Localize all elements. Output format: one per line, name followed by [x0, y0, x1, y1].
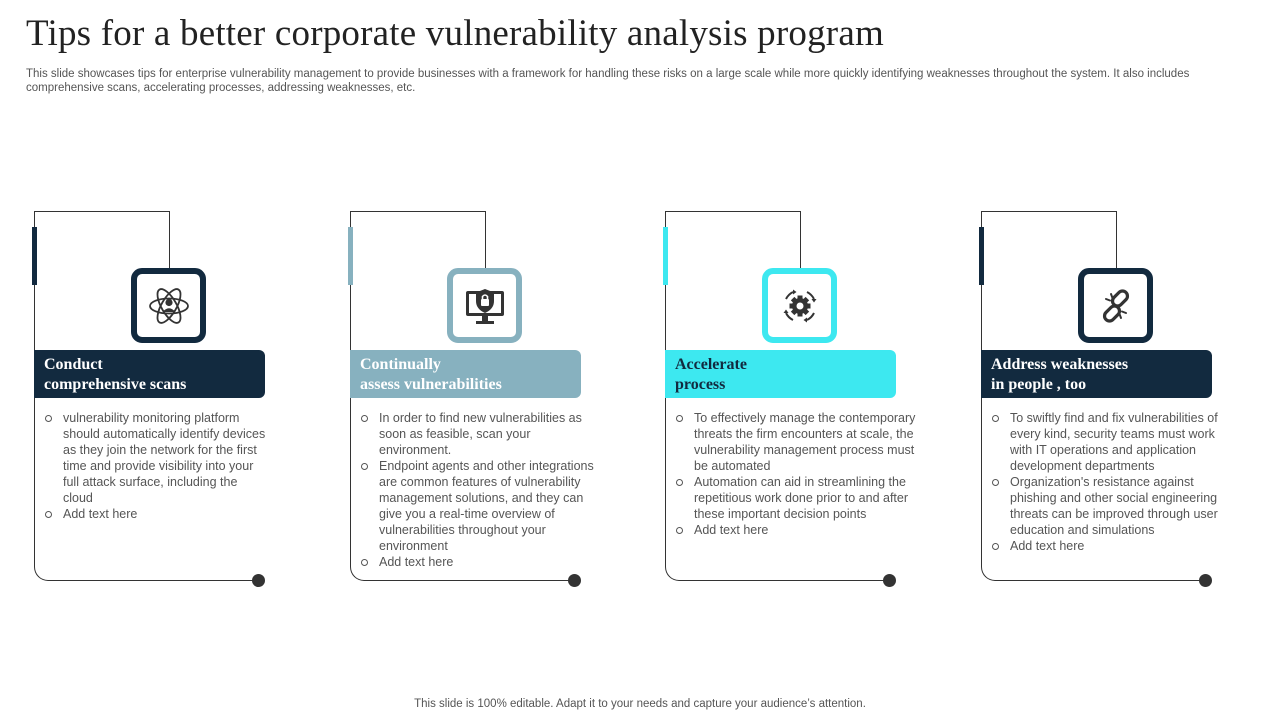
footer-note: This slide is 100% editable. Adapt it to your needs and capture your audience’s attention.: [414, 698, 866, 710]
gear-cycle-icon: [778, 284, 822, 328]
card-heading-line: Accelerate: [675, 356, 747, 373]
card-heading: [350, 350, 581, 398]
card-connector: [350, 211, 486, 270]
card-end-dot: [883, 574, 896, 587]
card-accent-bar: [663, 227, 668, 285]
list-item: In order to find new vulnerabilities as soon as feasible, scan your environment.: [360, 410, 605, 458]
broken-link-icon: [1094, 284, 1138, 328]
list-item: Add text here: [675, 522, 920, 538]
card-accent-bar: [979, 227, 984, 285]
card-bullets: [44, 410, 266, 522]
list-item: vulnerability monitoring platform should automatically identify devices as they join the network for the first time and provide visibility into your full attack surface, including the cloud: [44, 410, 266, 506]
card-end-dot: [568, 574, 581, 587]
icon-frame: [762, 268, 837, 343]
card-heading: [665, 350, 896, 398]
card-heading-line: assess vulnerabilities: [360, 376, 502, 393]
card-bullets: [360, 410, 605, 570]
page-subtitle: This slide showcases tips for enterprise vulnerability management to provide businesses with a framework for handling these risks on a large scale while more quickly identifying weaknesses throughout the system. It also includes comprehensive scans, accelerating processes, addressing weaknesses, etc.: [26, 68, 1190, 94]
card-heading-line: in people , too: [991, 376, 1087, 393]
card-bullets: [675, 410, 920, 538]
card-heading-line: Address weaknesses: [991, 356, 1129, 373]
card-heading: [34, 350, 265, 398]
card-accent-bar: [348, 227, 353, 285]
tip-card-accelerate-process: [665, 211, 965, 591]
monitor-shield-lock-icon: [463, 284, 507, 328]
card-heading: [981, 350, 1212, 398]
list-item: Add text here: [44, 506, 266, 522]
icon-frame: [447, 268, 522, 343]
icon-frame: [1078, 268, 1153, 343]
tip-card-assess-vulnerabilities: [350, 211, 650, 591]
page-title: Tips for a better corporate vulnerability analysis program: [26, 13, 884, 54]
card-heading-line: process: [675, 376, 726, 393]
card-end-dot: [252, 574, 265, 587]
list-item: Add text here: [360, 554, 605, 570]
list-item: Add text here: [991, 538, 1236, 554]
list-item: To swiftly find and fix vulnerabilities of every kind, security teams must work with IT operations and application development departments: [991, 410, 1236, 474]
list-item: Organization's resistance against phishing and other social engineering threats can be improved through user education and simulations: [991, 474, 1236, 538]
atom-user-icon: [147, 284, 191, 328]
list-item: Endpoint agents and other integrations are common features of vulnerability management solutions, and they can give you a real-time overview of vulnerabilities throughout your environment: [360, 458, 605, 554]
card-connector: [981, 211, 1117, 270]
tip-card-address-weaknesses: [981, 211, 1280, 591]
card-heading-line: Conduct: [44, 356, 103, 373]
card-accent-bar: [32, 227, 37, 285]
card-heading-line: comprehensive scans: [44, 376, 187, 393]
card-connector: [665, 211, 801, 270]
list-item: Automation can aid in streamlining the repetitious work done prior to and after these important decision points: [675, 474, 920, 522]
tip-card-comprehensive-scans: [34, 211, 334, 591]
card-heading-line: Continually: [360, 356, 441, 373]
icon-frame: [131, 268, 206, 343]
list-item: To effectively manage the contemporary threats the firm encounters at scale, the vulnerability management process must be automated: [675, 410, 920, 474]
card-bullets: [991, 410, 1236, 554]
card-end-dot: [1199, 574, 1212, 587]
card-connector: [34, 211, 170, 270]
